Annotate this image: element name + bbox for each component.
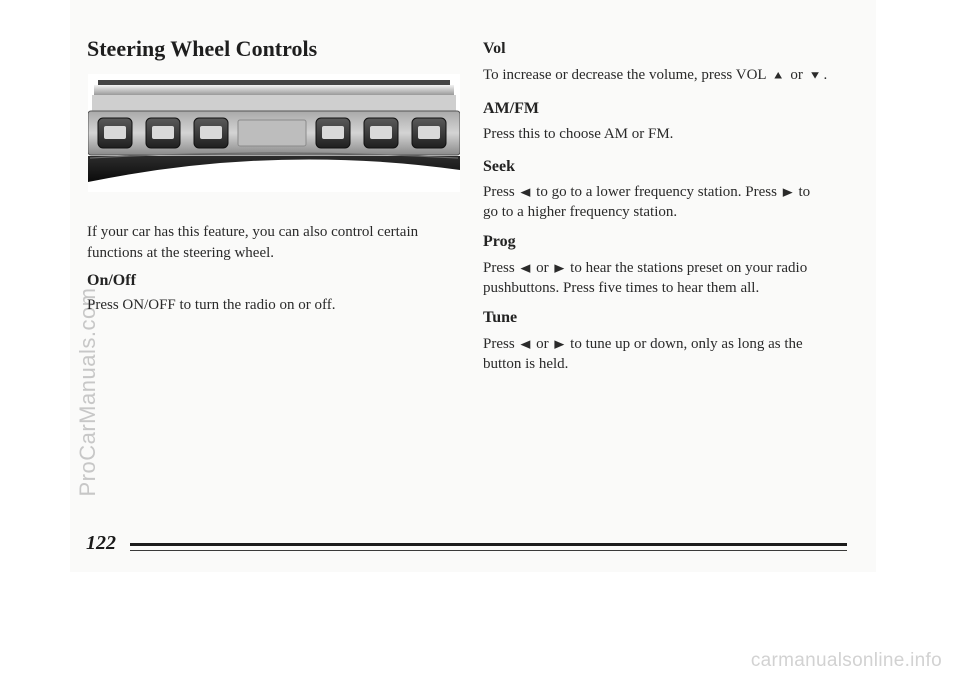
left-arrow-icon: ◀ bbox=[520, 261, 531, 274]
prog-text-end: to hear the stations preset on your radio bbox=[570, 260, 808, 276]
button-am-fm bbox=[194, 118, 228, 148]
left-arrow-icon: ◀ bbox=[520, 185, 531, 198]
on-off-heading: On/Off bbox=[87, 272, 136, 289]
seek-text-line-1 bbox=[483, 181, 810, 203]
tune-heading: Tune bbox=[483, 309, 518, 326]
button-seek bbox=[316, 118, 350, 148]
seek-text-line-2: go to a higher frequency station. bbox=[483, 204, 678, 220]
vol-text-start: To increase or decrease the volume, press VOL bbox=[483, 67, 767, 83]
vol-heading: Vol bbox=[483, 40, 506, 57]
intro-line-2: functions at the steering wheel. bbox=[87, 245, 275, 261]
tune-text-line-2: button is held. bbox=[483, 356, 569, 372]
page-title: Steering Wheel Controls bbox=[87, 36, 318, 61]
button-vol bbox=[98, 118, 132, 148]
footer-rule-thick bbox=[130, 543, 847, 546]
on-off-text: Press ON/OFF to turn the radio on or off. bbox=[87, 297, 336, 313]
down-arrow-icon: ▼ bbox=[808, 68, 822, 81]
prog-text-or: or bbox=[536, 260, 549, 276]
vol-text-or: or bbox=[790, 67, 803, 83]
prog-heading: Prog bbox=[483, 233, 516, 250]
vol-text-end: . bbox=[823, 67, 828, 83]
steering-wheel-controls-photo bbox=[88, 74, 460, 192]
prog-text-line-2: pushbuttons. Press five times to hear them all. bbox=[483, 280, 760, 296]
button-tune bbox=[412, 118, 446, 148]
seek-text-middle: to go to a lower frequency station. Press bbox=[536, 184, 777, 200]
right-arrow-icon: ▶ bbox=[782, 185, 793, 198]
right-arrow-icon: ▶ bbox=[554, 337, 565, 350]
seek-heading: Seek bbox=[483, 158, 515, 175]
button-prog bbox=[364, 118, 398, 148]
tune-text-line-1 bbox=[483, 333, 803, 355]
up-arrow-icon: ▲ bbox=[771, 68, 785, 81]
intro-line-1: If your car has this feature, you can also control certain bbox=[87, 224, 419, 240]
button-on-off bbox=[146, 118, 180, 148]
footer-watermark: carmanualsonline.info bbox=[750, 650, 942, 671]
tune-text-end: to tune up or down, only as long as the bbox=[570, 336, 803, 352]
steering-wheel-illustration bbox=[88, 74, 460, 192]
seek-text-end: to bbox=[798, 184, 811, 200]
page-number: 122 bbox=[86, 532, 116, 554]
side-watermark-text: ProCarManuals.com bbox=[75, 287, 100, 497]
tune-text-or: or bbox=[536, 336, 549, 352]
footer-rule-thin bbox=[130, 550, 847, 551]
vol-text bbox=[483, 64, 827, 86]
right-arrow-icon: ▶ bbox=[554, 261, 565, 274]
tune-text-start: Press bbox=[483, 336, 515, 352]
am-fm-text: Press this to choose AM or FM. bbox=[483, 126, 674, 142]
left-arrow-icon: ◀ bbox=[520, 337, 531, 350]
am-fm-heading: AM/FM bbox=[483, 100, 539, 117]
prog-text-start: Press bbox=[483, 260, 515, 276]
prog-text-line-1 bbox=[483, 257, 807, 279]
seek-text-start: Press bbox=[483, 184, 515, 200]
